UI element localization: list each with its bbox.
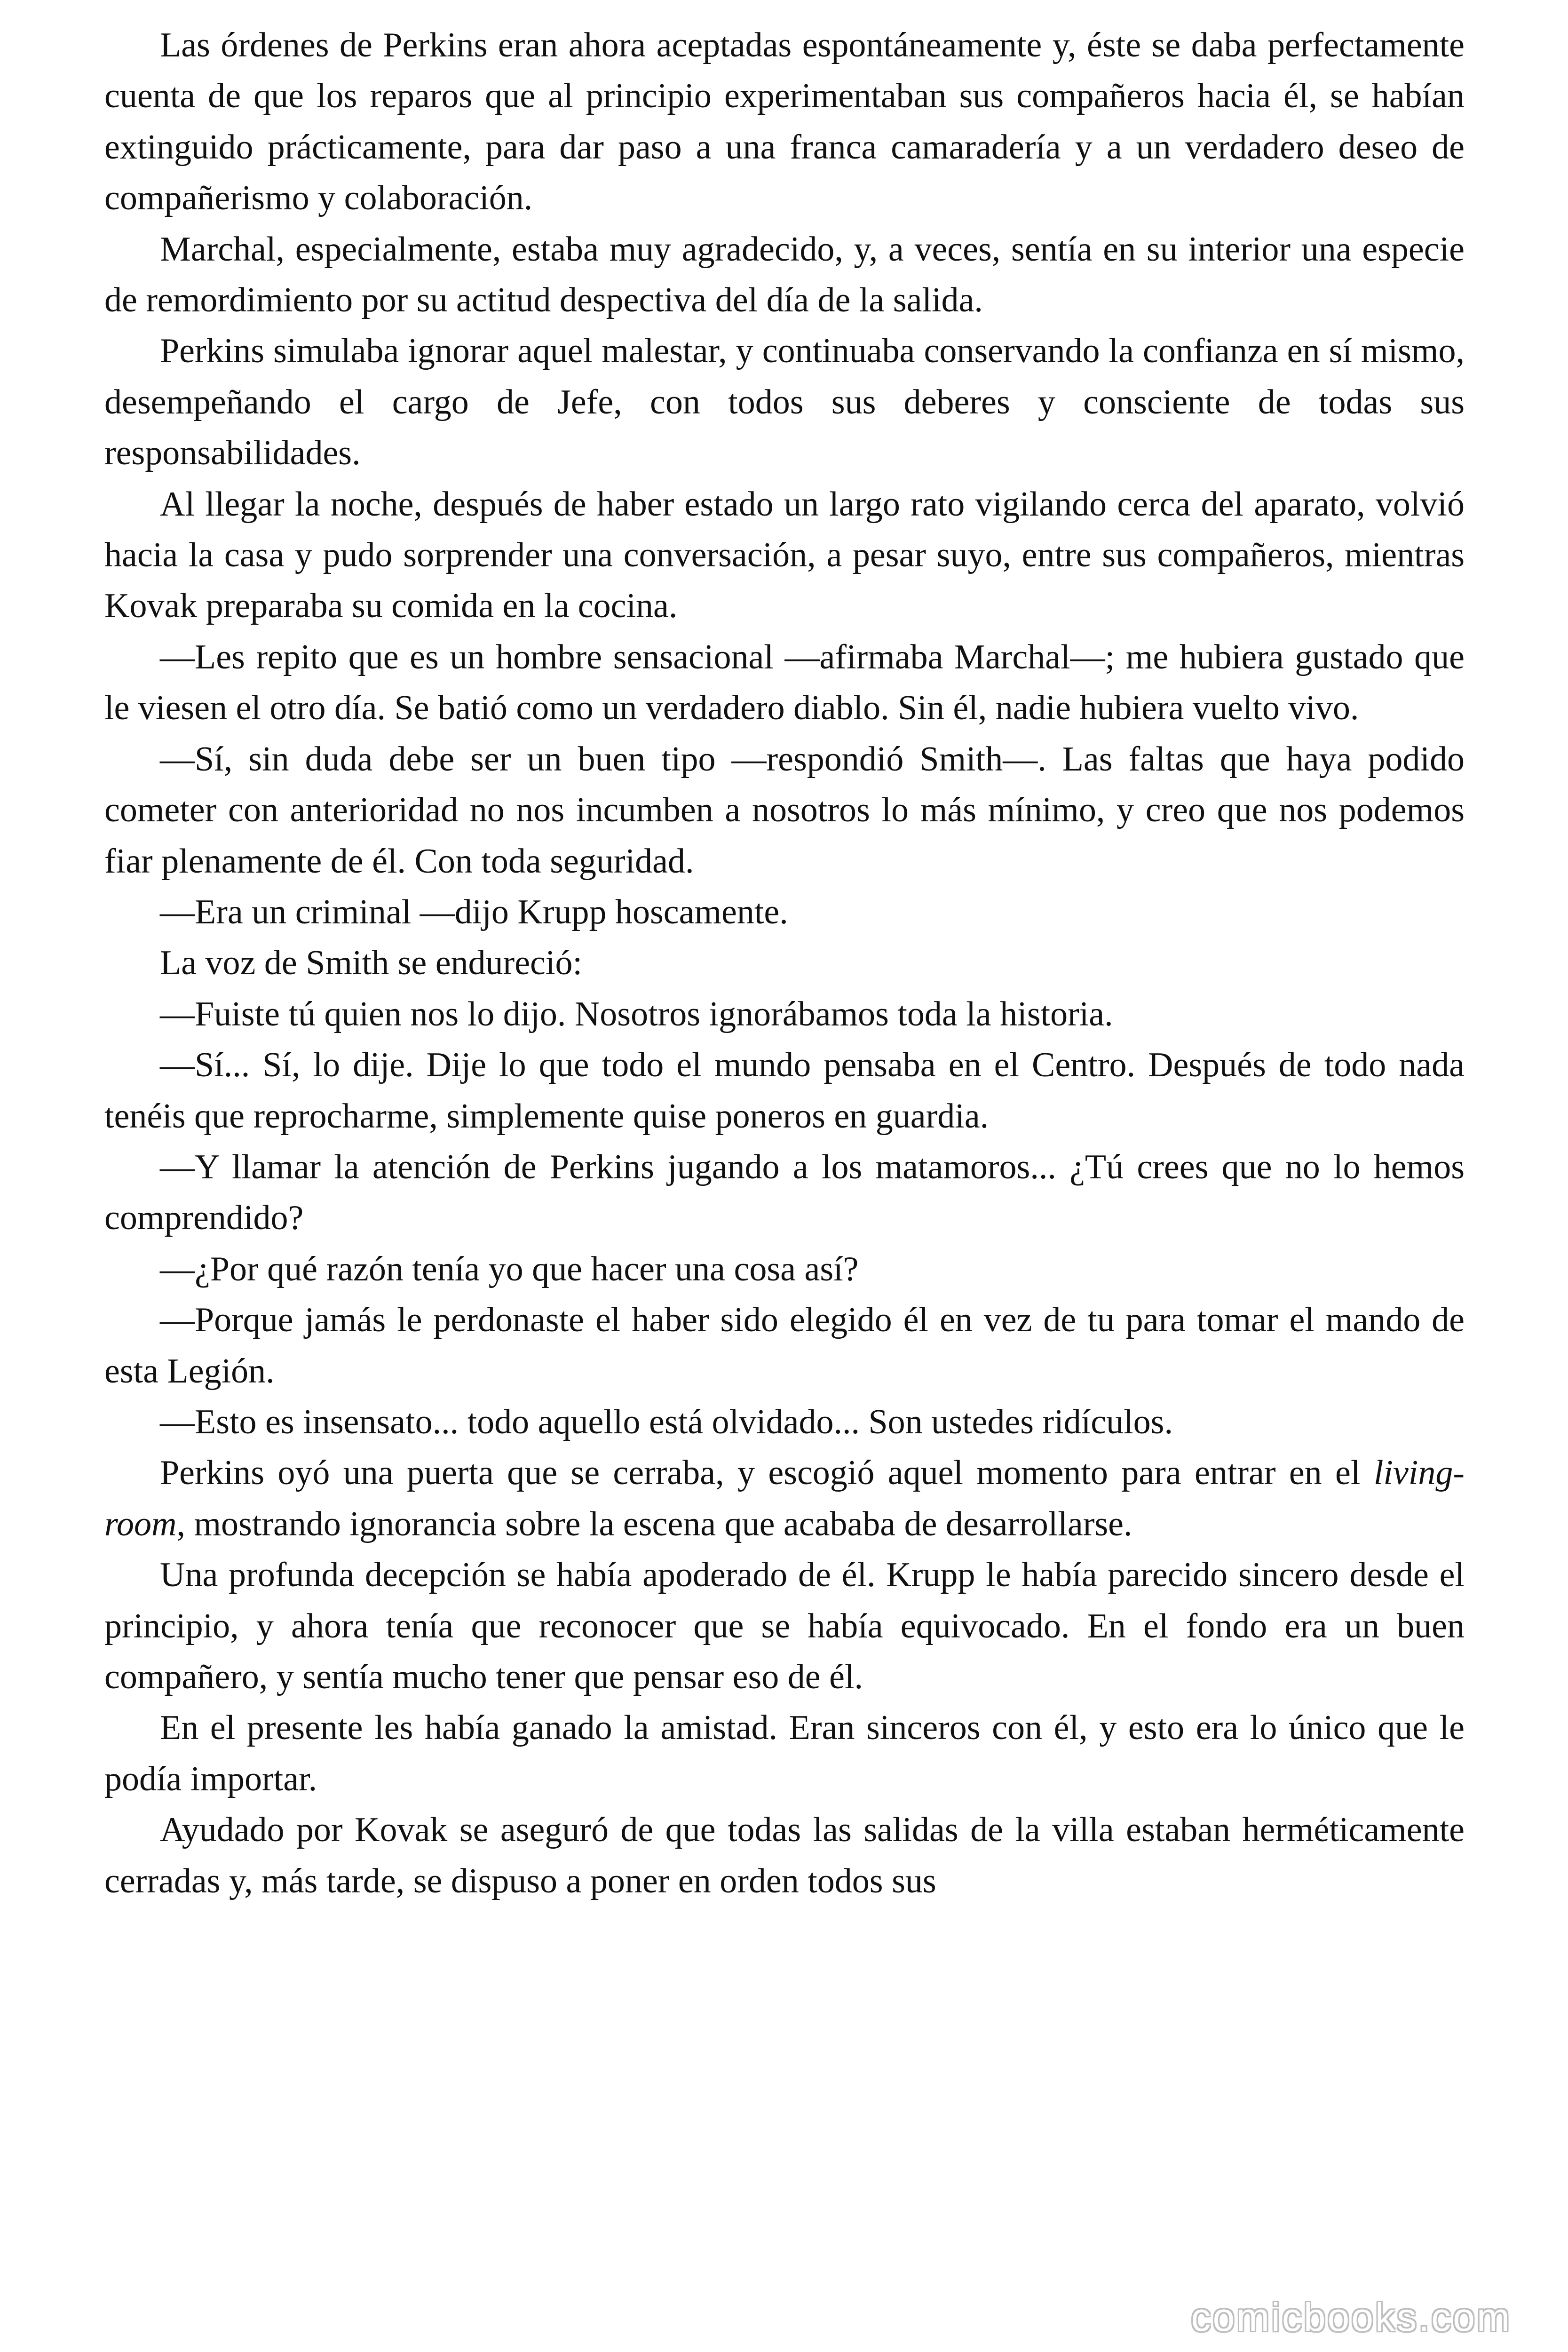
living-after: , mostrando ignorancia sobre la escena que acababa de desarrollarse. [176, 1504, 1132, 1543]
paragraph-4: Al llegar la noche, después de haber estado un largo rato vigilando cerca del aparato, volvió hacia la casa y pudo sorprender una conversación, a pesar suyo, entre sus compañeros, mientras Kovak preparaba su comida en la cocina. [104, 485, 1465, 626]
watermark-logo: comicbooks.com [1191, 2295, 1512, 2339]
living-before: Perkins oyó una puerta que se cerraba, y escogió aquel momento para entrar en el [160, 1454, 1374, 1493]
dialogue-si-lo-dije: —Sí... Sí, lo dije. Dije lo que todo el mundo pensaba en el Centro. Después de todo nada tenéis que reprocharme, simplemente quise poneros en guardia. [104, 1046, 1465, 1136]
dialogue-krupp: —Era un criminal —dijo Krupp hoscamente. [160, 892, 788, 931]
dialogue-insensato: —Esto es insensato... todo aquello está olvidado... Son ustedes ridículos. [160, 1402, 1173, 1441]
dialogue-fuiste: —Fuiste tú quien nos lo dijo. Nosotros ignorábamos toda la historia. [160, 994, 1113, 1033]
dialogue-por-que: —¿Por qué razón tenía yo que hacer una cosa así? [160, 1249, 859, 1288]
paragraph-smith-voice: La voz de Smith se endureció: [160, 944, 583, 983]
paragraph-decepcion: Una profunda decepción se había apoderado de él. Krupp le había parecido sincero desde el principio, y ahora tenía que reconocer que se había equivocado. En el fondo era un buen compañero, y sentía mucho tener que pensar eso de él. [104, 1556, 1465, 1696]
paragraph-3: Perkins simulaba ignorar aquel malestar, y continuaba conservando la confianza en sí mismo, desempeñando el cargo de Jefe, con todos sus deberes y consciente de todas sus responsabilidades. [104, 332, 1465, 473]
paragraph-1: Las órdenes de Perkins eran ahora aceptadas espontáneamente y, éste se daba perfectamente cuenta de que los reparos que al principio experimentaban sus compañeros hacia él, se habían extinguido prácticamente, para dar paso a una franca camaradería y a un verdadero deseo de compañerismo y colaboración. [104, 26, 1465, 218]
dialogue-smith: —Sí, sin duda debe ser un buen tipo —respondió Smith—. Las faltas que haya podido cometer con anterioridad no nos incumben a nosotros lo más mínimo, y creo que nos podemos fiar plenamente de él. Con toda seguridad. [104, 739, 1465, 881]
dialogue-matamoros: —Y llamar la atención de Perkins jugando a los matamoros... ¿Tú crees que no lo hemos comprendido? [104, 1147, 1465, 1238]
living-room-italic: living-room [104, 1454, 1465, 1543]
dialogue-marchal: —Les repito que es un hombre sensacional —afirmaba Marchal—; me hubiera gustado que le viesen el otro día. Se batió como un verdadero diablo. Sin él, nadie hubiera vuelto vivo. [104, 637, 1465, 728]
paragraph-amistad: En el presente les había ganado la amistad. Eran sinceros con él, y esto era lo único que le podía importar. [104, 1708, 1465, 1798]
paragraph-2: Marchal, especialmente, estaba muy agradecido, y, a veces, sentía en su interior una especie de remordimiento por su actitud despectiva del día de la salida. [104, 230, 1465, 320]
paragraph-ayudado: Ayudado por Kovak se aseguró de que todas las salidas de la villa estaban herméticamente cerradas y, más tarde, se dispuso a poner en orden todos sus [104, 1811, 1465, 1900]
dialogue-porque: —Porque jamás le perdonaste el haber sido elegido él en vez de tu para tomar el mando de esta Legión. [104, 1301, 1465, 1391]
paragraph-living-room [104, 1447, 1465, 1549]
page-text [104, 20, 1465, 1907]
